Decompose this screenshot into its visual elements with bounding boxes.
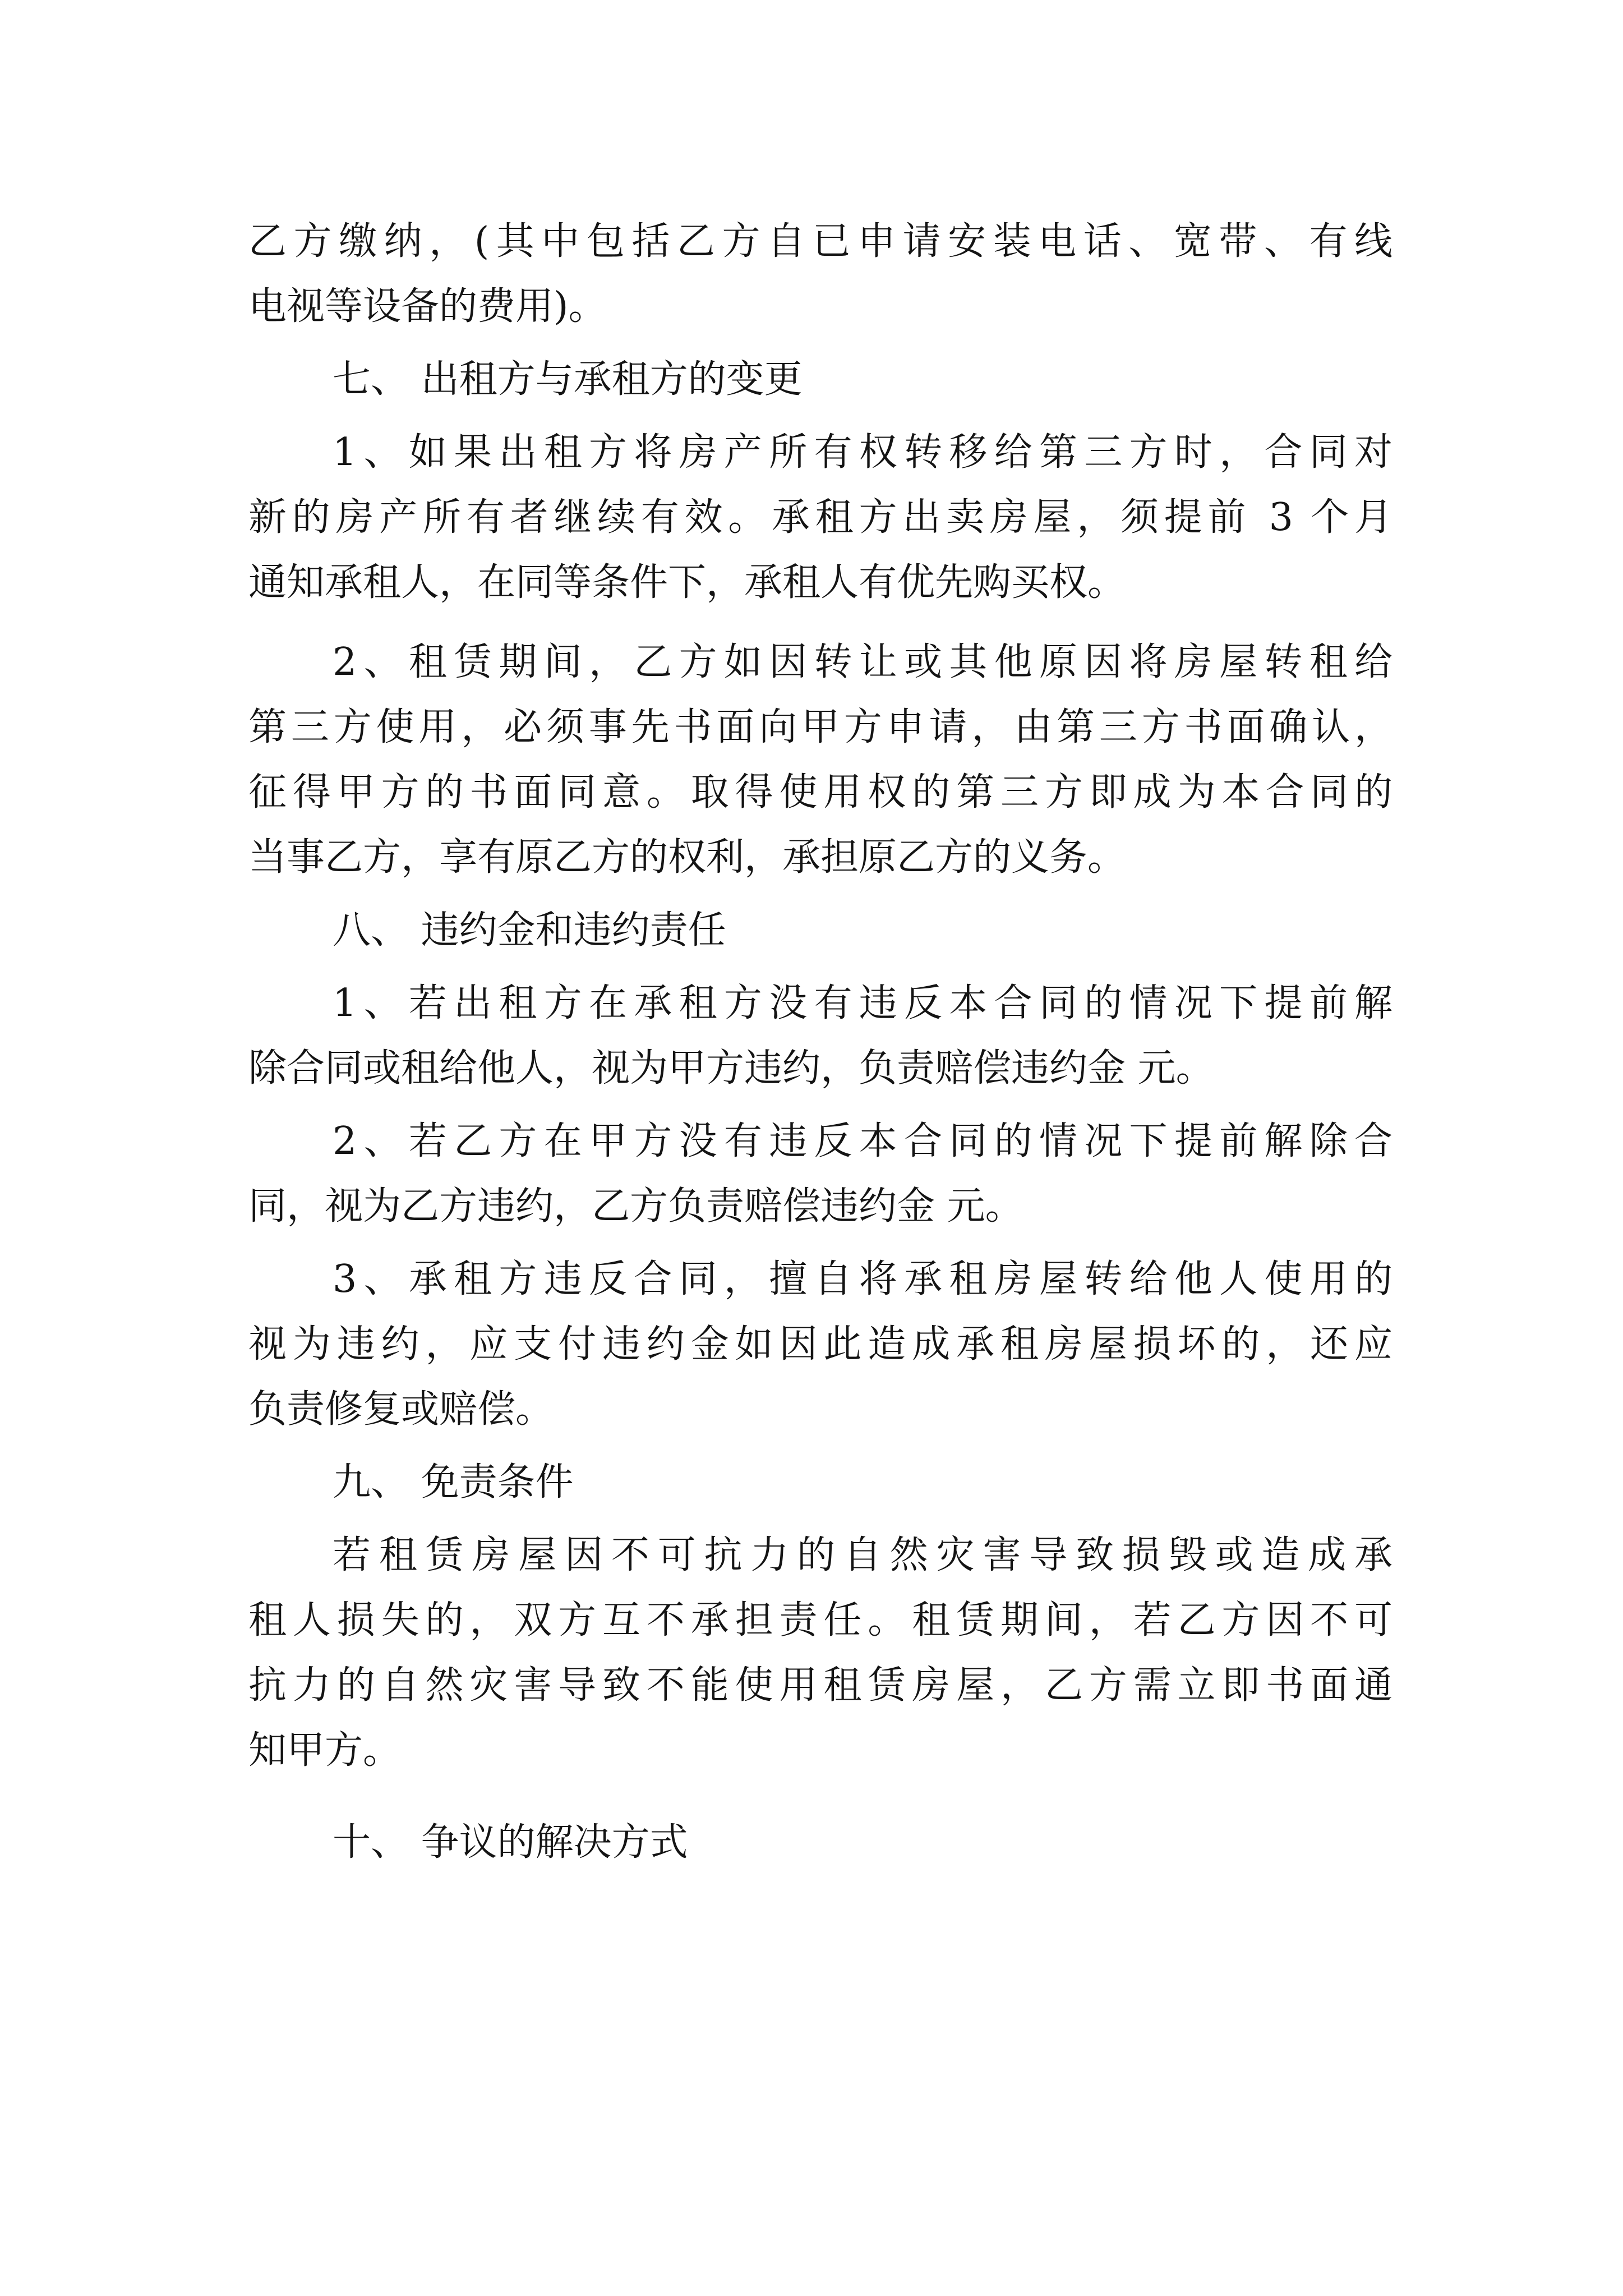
section-heading: 八、 违约金和违约责任 bbox=[333, 908, 726, 953]
paragraph-line: 当事乙方，享有原乙方的权利，承担原乙方的义务。 bbox=[248, 835, 1126, 880]
paragraph-line: 同，视为乙方违约，乙方负责赔偿违约金 元。 bbox=[248, 1184, 1023, 1228]
paragraph-line: 1、如果出租方将房产所有权转移给第三方时，合同对 bbox=[333, 430, 1393, 475]
paragraph-line: 征得甲方的书面同意。取得使用权的第三方即成为本合同的 bbox=[248, 770, 1393, 815]
paragraph-line: 乙方缴纳，(其中包括乙方自已申请安装电话、宽带、有线 bbox=[248, 219, 1393, 264]
paragraph-line: 知甲方。 bbox=[248, 1728, 402, 1773]
paragraph-line: 若租赁房屋因不可抗力的自然灾害导致损毁或造成承 bbox=[333, 1533, 1393, 1577]
paragraph-line: 租人损失的，双方互不承担责任。租赁期间，若乙方因不可 bbox=[248, 1598, 1393, 1642]
section-heading: 九、 免责条件 bbox=[333, 1460, 574, 1504]
paragraph-line: 视为违约，应支付违约金如因此造成承租房屋损坏的，还应 bbox=[248, 1322, 1393, 1366]
paragraph-line: 通知承租人，在同等条件下，承租人有优先购买权。 bbox=[248, 560, 1126, 605]
paragraph-line: 负责修复或赔偿。 bbox=[248, 1387, 554, 1432]
paragraph-line: 新的房产所有者继续有效。承租方出卖房屋，须提前 3 个月 bbox=[248, 495, 1393, 540]
paragraph-line: 第三方使用，必须事先书面向甲方申请，由第三方书面确认， bbox=[248, 705, 1393, 749]
section-heading: 十、 争议的解决方式 bbox=[333, 1820, 688, 1865]
paragraph-line: 除合同或租给他人，视为甲方违约，负责赔偿违约金 元。 bbox=[248, 1046, 1214, 1091]
paragraph-line: 抗力的自然灾害导致不能使用租赁房屋，乙方需立即书面通 bbox=[248, 1663, 1393, 1708]
paragraph-line: 1、若出租方在承租方没有违反本合同的情况下提前解 bbox=[333, 981, 1393, 1025]
paragraph-line: 2、租赁期间，乙方如因转让或其他原因将房屋转租给 bbox=[333, 640, 1393, 684]
paragraph-line: 3、承租方违反合同，擅自将承租房屋转给他人使用的 bbox=[333, 1257, 1393, 1301]
paragraph-line: 电视等设备的费用)。 bbox=[248, 284, 607, 329]
contract-text bbox=[248, 209, 1393, 1875]
paragraph-line: 2、若乙方在甲方没有违反本合同的情况下提前解除合 bbox=[333, 1119, 1393, 1163]
section-heading: 七、 出租方与承租方的变更 bbox=[333, 357, 803, 402]
